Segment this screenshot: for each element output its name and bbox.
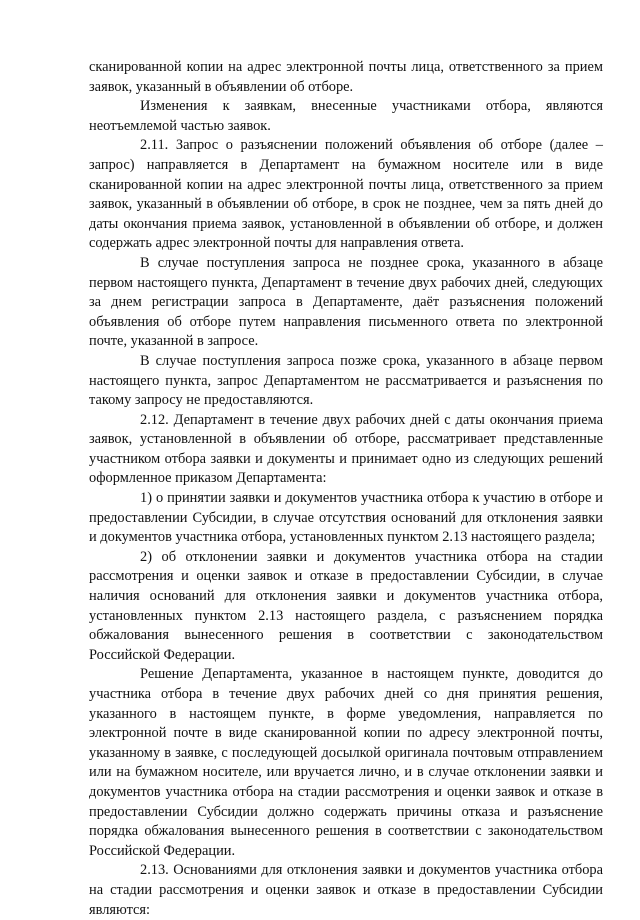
paragraph-2-13: 2.13. Основаниями для отклонения заявки и документов участника отбора на стадии рассмотрения и оценки заявок и отказе в предоставлении Субсидии являются:	[89, 862, 603, 918]
list-item-2-rejection: 2) об отклонении заявки и документов участника отбора на стадии рассмотрения и оценки заявок и отказе в предоставлении Субсидии, в случае наличия оснований для отклонения заявки и документов участника отбора, установленных пунктом 2.13 настоящего раздела, с разъяснением порядка обжалования вынесенного решения в соответствии с законодательством Российской Федерации.	[89, 548, 603, 663]
paragraph-application-changes: Изменения к заявкам, внесенные участниками отбора, являются неотъемлемой частью заявок.	[89, 98, 603, 134]
paragraph-2-11: 2.11. Запрос о разъяснении положений объявления об отборе (далее – запрос) направляется в Департамент на бумажном носителе или в виде сканированной копии на адрес электронной почты лица, ответственного за прием заявок, указанный в объявлении об отборе, в срок не позднее, чем за пять дней до даты окончания приема заявок, установленной в объявлении об отборе, и должен содержать адрес электронной почты для направления ответа.	[89, 137, 603, 252]
paragraph-decision-notification: Решение Департамента, указанное в настоящем пункте, доводится до участника отбора в течение двух рабочих дней со дня принятия решения, указанного в настоящем пункте, в форме уведомления, направляется по электронной почте в виде сканированной копии по адресу электронной почты, указанному в заявке, с последующей досылкой оригинала почтовым отправлением или на бумажном носителе, или вручается лично, и в случае отклонении заявки и документов участника отбора на стадии рассмотрения и оценки заявок и отказе в предоставлении Субсидии должно содержать причины отказа и разъяснение порядка обжалования вынесенного решения в соответствии с законодательством Российской Федерации.	[89, 666, 603, 859]
document-body	[89, 58, 603, 920]
paragraph-timely-request: В случае поступления запроса не позднее срока, указанного в абзаце первом настоящего пункта, Департамент в течение двух рабочих дней, следующих за днем регистрации запроса в Департаменте, даёт разъяснения положений объявления об отборе путем направления письменного ответа по электронной почте, указанной в запросе.	[89, 254, 603, 350]
paragraph-2-12: 2.12. Департамент в течение двух рабочих дней с даты окончания приема заявок, установленной в объявлении об отборе, рассматривает представленные участником отбора заявки и документы и принимает одно из следующих решений оформленное приказом Департамента:	[89, 411, 603, 487]
list-item-1-acceptance: 1) о принятии заявки и документов участника отбора к участию в отборе и предоставлении Субсидии, в случае отсутствия оснований для отклонения заявки и документов участника отбора, установленных пунктом 2.13 настоящего раздела;	[89, 490, 603, 546]
paragraph-continuation: сканированной копии на адрес электронной почты лица, ответственного за прием заявок, указанный в объявлении об отборе.	[89, 59, 603, 95]
paragraph-late-request: В случае поступления запроса позже срока, указанного в абзаце первом настоящего пункта, запрос Департаментом не рассматривается и разъяснения по такому запросу не предоставляются.	[89, 352, 603, 409]
